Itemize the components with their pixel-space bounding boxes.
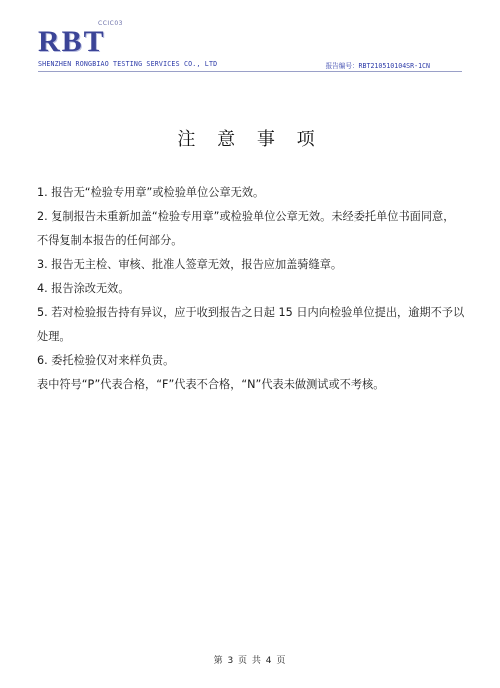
note-item: 3. 报告无主检、审核、批准人签章无效，报告应加盖骑缝章。 xyxy=(37,258,343,271)
header-divider xyxy=(38,71,462,72)
note-symbols: 表中符号“P”代表合格，“F”代表不合格，“N”代表未做测试或不考核。 xyxy=(37,378,385,391)
note-item: 4. 报告涂改无效。 xyxy=(37,282,130,295)
page-title: 注 意 事 项 xyxy=(177,129,323,150)
logo-text: RBT xyxy=(38,25,106,58)
note-item: 5. 若对检验报告持有异议，应于收到报告之日起 15 日内向检验单位提出，逾期不予以处理。 xyxy=(37,306,465,343)
report-number: 报告编号：RBT210510104SR-1CN xyxy=(325,62,430,70)
page-number: 第 3 页 共 4 页 xyxy=(213,656,287,666)
note-item: 2. 复制报告未重新加盖“检验专用章”或检验单位公章无效。未经委托单位书面同意，不得复制本报告的任何部分。 xyxy=(37,210,455,247)
note-item: 6. 委托检验仅对来样负责。 xyxy=(37,354,175,367)
logo-small-text: CCIC03 xyxy=(98,20,123,27)
note-item: 1. 报告无“检验专用章”或检验单位公章无效。 xyxy=(37,186,265,199)
notes-list xyxy=(37,181,465,397)
company-logo xyxy=(38,20,123,60)
company-name: SHENZHEN RONGBIAO TESTING SERVICES CO., LTD xyxy=(38,60,218,68)
